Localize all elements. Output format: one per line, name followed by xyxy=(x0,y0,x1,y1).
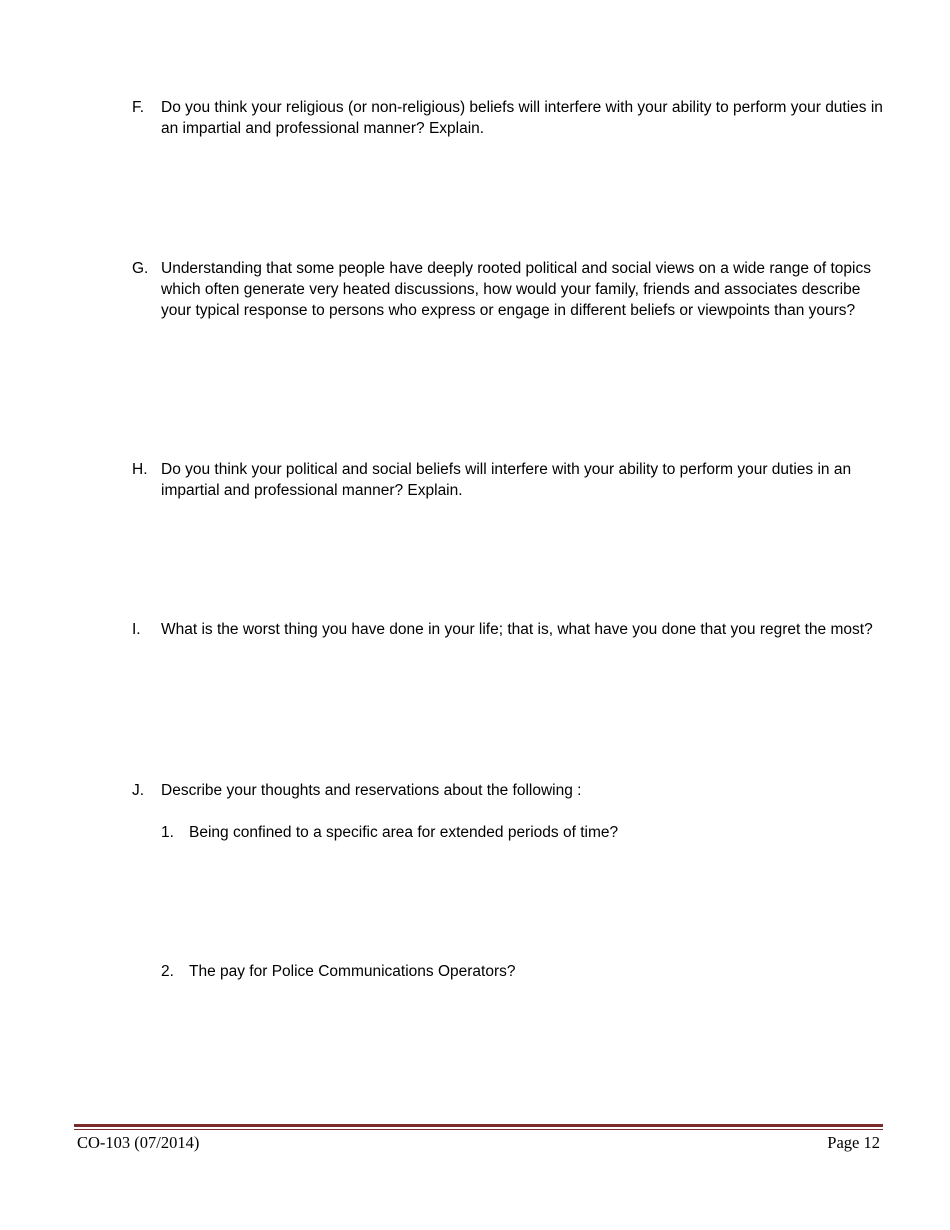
question-i-label: I. xyxy=(132,621,141,638)
question-f xyxy=(132,97,892,139)
question-h-label: H. xyxy=(132,461,148,478)
question-i xyxy=(132,619,892,640)
footer-form-id: CO-103 (07/2014) xyxy=(77,1133,200,1152)
question-f-text: Do you think your religious (or non-religious) beliefs will interfere with your ability to perform your duties in an impartial and professional manner? Explain. xyxy=(161,99,883,137)
subitem-2-text: The pay for Police Communications Operators? xyxy=(189,963,516,980)
question-j-subitem-1 xyxy=(161,822,861,843)
question-g-label: G. xyxy=(132,260,149,277)
subitem-2-label: 2. xyxy=(161,963,174,980)
footer-divider-thin xyxy=(74,1129,883,1130)
footer-page-number: Page 12 xyxy=(827,1133,880,1152)
question-f-label: F. xyxy=(132,99,145,116)
question-j-text: Describe your thoughts and reservations about the following : xyxy=(161,782,582,799)
question-j-subitem-2 xyxy=(161,961,861,982)
question-g-text: Understanding that some people have deeply rooted political and social views on a wide range of topics which often generate very heated discussions, how would your family, friends and associates describe your typical response to persons who express or engage in different beliefs or viewpoints than yours? xyxy=(161,260,871,319)
question-h-text: Do you think your political and social beliefs will interfere with your ability to perform your duties in an impartial and professional manner? Explain. xyxy=(161,461,852,499)
question-h xyxy=(132,459,892,501)
footer-divider xyxy=(74,1124,883,1127)
question-j-label: J. xyxy=(132,782,145,799)
question-j xyxy=(132,780,892,801)
question-g xyxy=(132,258,892,321)
subitem-1-text: Being confined to a specific area for extended periods of time? xyxy=(189,824,619,841)
question-i-text: What is the worst thing you have done in your life; that is, what have you done that you regret the most? xyxy=(161,621,873,638)
subitem-1-label: 1. xyxy=(161,824,174,841)
